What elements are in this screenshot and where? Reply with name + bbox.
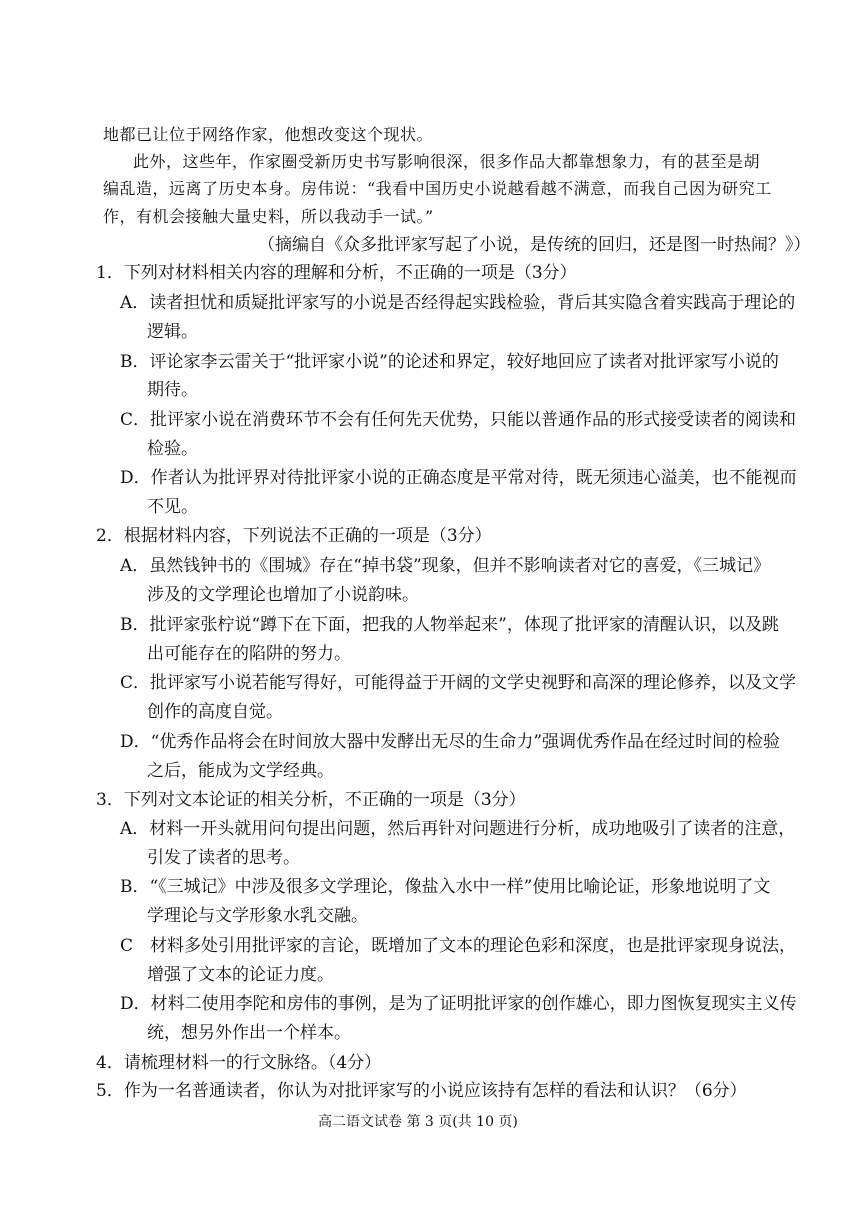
q3-option-b-line-2: 学理论与文学形象水乳交融。 [147,906,368,926]
q1-option-d-line-2: 不见。 [147,497,198,517]
q2-option-d-line-2: 之后，能成为文学经典。 [147,761,334,781]
passage-line-3: 编乱造，远离了历史本身。房伟说：“我看中国历史小说越看越不满意，而我自己因为研究工 [103,179,772,198]
passage-line-4: 作，有机会接触大量史料，所以我动手一试。” [103,207,434,226]
question-1 [96,262,577,284]
question-number: 5． [96,1081,124,1101]
passage-line-1: 地都已让位于网络作家，他想改变这个现状。 [103,125,434,144]
question-5 [96,1080,747,1102]
question-number: 4． [96,1053,124,1073]
q1-option-c-line-1: C．批评家小说在消费环节不会有任何先天优势，只能以普通作品的形式接受读者的阅读和 [120,410,797,430]
q3-option-a-line-1: A．材料一开头就用问句提出问题，然后再针对问题进行分析，成功地吸引了读者的注意， [120,819,796,839]
q1-option-a-line-2: 逻辑。 [147,322,198,342]
q2-option-d-line-1: D．“优秀作品将会在时间放大器中发酵出无尽的生命力”强调优秀作品在经过时间的检验 [120,732,781,752]
q2-option-b-line-2: 出可能存在的陷阱的努力。 [147,644,351,664]
q2-option-b-line-1: B．批评家张柠说“蹲下在下面，把我的人物举起来”，体现了批评家的清醒认识，以及跳 [120,615,779,635]
q2-option-c-line-2: 创作的高度自觉。 [147,702,283,722]
q3-option-c-line-1: C 材料多处引用批评家的言论，既增加了文本的理论色彩和深度，也是批评家现身说法， [120,936,797,956]
q1-option-c-line-2: 检验。 [147,439,198,459]
passage-line-2: 此外，这些年，作家圈受新历史书写影响很深，很多作品大都靠想象力，有的甚至是胡 [133,152,761,171]
question-4 [96,1052,381,1074]
question-number: 1． [96,263,124,283]
q2-option-a-line-1: A．虽然钱钟书的《围城》存在“掉书袋”现象，但并不影响读者对它的喜爱，《三城记》 [120,556,771,576]
question-stem: 作为一名普通读者，你认为对批评家写的小说应该持有怎样的看法和认识？（6分） [123,1081,747,1101]
q3-option-a-line-2: 引发了读者的思考。 [147,848,300,868]
q2-option-c-line-1: C．批评家写小说若能写得好，可能得益于开阔的文学史视野和高深的理论修养，以及文学 [120,673,797,693]
q1-option-b-line-2: 期待。 [147,380,198,400]
q1-option-a-line-1: A．读者担忧和质疑批评家写的小说是否经得起实践检验，背后其实隐含着实践高于理论的 [120,293,796,313]
passage-source: （摘编自《众多批评家写起了小说，是传统的回归，还是图一时热闹？》） [258,235,811,255]
question-stem: 根据材料内容，下列说法不正确的一项是（3分） [123,526,492,546]
question-number: 2． [96,526,124,546]
q1-option-b-line-1: B．评论家李云雷关于“批评家小说”的论述和界定，较好地回应了读者对批评家写小说的 [120,352,779,372]
question-3 [96,789,526,811]
question-stem: 下列对文本论证的相关分析，不正确的一项是（3分） [123,790,526,810]
q3-option-d-line-2: 统，想另外作出一个样本。 [147,1023,351,1043]
q1-option-d-line-1: D．作者认为批评界对待批评家小说的正确态度是平常对待，既无须违心溢美，也不能视而 [120,468,797,488]
question-2 [96,525,492,547]
q3-option-c-line-2: 增强了文本的论证力度。 [147,965,334,985]
q2-option-a-line-2: 涉及的文学理论也增加了小说韵味。 [147,585,419,605]
question-number: 3． [96,790,124,810]
q3-option-b-line-1: B．“《三城记》中涉及很多文学理论，像盐入水中一样”使用比喻论证，形象地说明了文 [120,877,771,897]
q3-option-d-line-1: D．材料二使用李陀和房伟的事例，是为了证明批评家的创作雄心，即力图恢复现实主义传 [120,994,797,1014]
page-footer: 高二语文试卷 第 3 页(共 10 页) [318,1114,518,1130]
question-stem: 请梳理材料一的行文脉络。（4分） [123,1053,382,1073]
question-stem: 下列对材料相关内容的理解和分析，不正确的一项是（3分） [123,263,577,283]
